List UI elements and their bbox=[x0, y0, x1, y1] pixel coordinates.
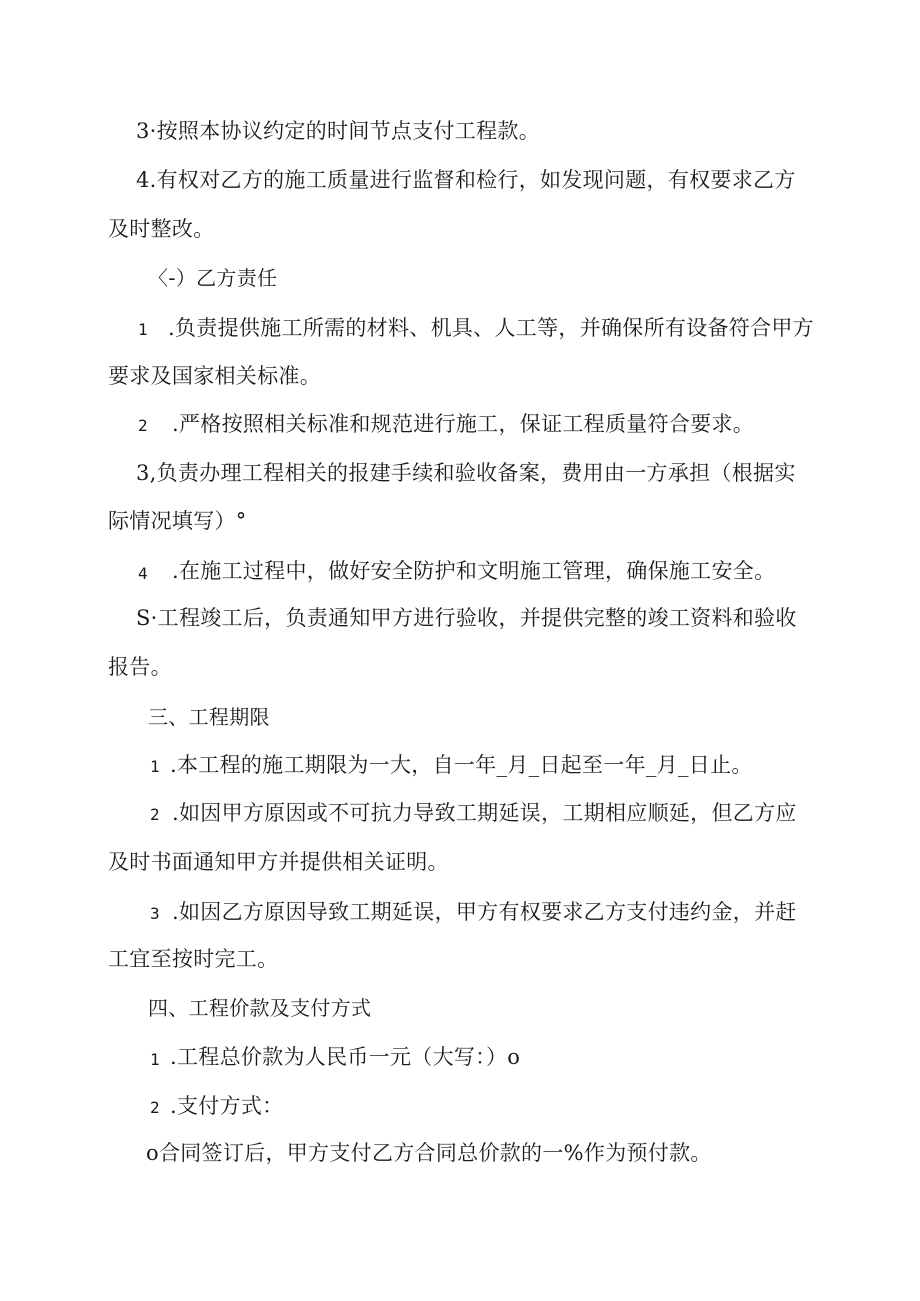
party-b-item-5-line-1: S·工程竣工后，负责通知甲方进行验收，并提供完整的竣工资料和验收 bbox=[136, 606, 797, 630]
section-3-heading: 三、工程期限 bbox=[148, 705, 270, 729]
party-b-item-4: .在施工过程中，做好安全防护和文明施工管理，确保施工安全。 bbox=[172, 559, 776, 583]
party-b-item-1-line-2: 要求及国家相关标准。 bbox=[108, 364, 321, 388]
section-3-item-3-line-1: .如因乙方原因导致工期延误，甲方有权要求乙方支付违约金，并赶 bbox=[172, 900, 797, 924]
party-a-item-4-line-2: 及时整改。 bbox=[108, 217, 215, 241]
party-b-item-3-line-1: 3,负责办理工程相关的报建手续和验收备案，费用由一方承担（根据实 bbox=[136, 461, 796, 485]
party-b-heading: 〈-）乙方责任 bbox=[148, 266, 278, 290]
section-4-item-1-number: 1 bbox=[150, 1050, 160, 1069]
party-b-item-4-number: 4 bbox=[138, 564, 148, 583]
section-3-item-1-number: 1 bbox=[150, 757, 160, 776]
party-b-item-1-number: 1 bbox=[138, 320, 148, 339]
section-4-item-2: .支付方式： bbox=[170, 1094, 284, 1118]
section-4-item-1: .工程总价款为人民币一元（大写：）o bbox=[170, 1045, 521, 1069]
party-a-item-3: 3·按照本协议约定的时间节点支付工程款。 bbox=[136, 119, 541, 143]
section-3-item-3-line-2: 工宜至按时完工。 bbox=[108, 947, 279, 971]
section-3-item-3-number: 3 bbox=[150, 904, 160, 923]
section-3-item-1: .本工程的施工期限为一大，自一年_月_日起至一年_月_日止。 bbox=[170, 753, 753, 777]
party-b-item-2: .严格按照相关标准和规范进行施工，保证工程质量符合要求。 bbox=[172, 412, 755, 436]
party-b-item-1-line-1: .负责提供施工所需的材料、机具、人工等，并确保所有设备符合甲方 bbox=[168, 316, 814, 340]
section-3-item-2-line-2: 及时书面通知甲方并提供相关证明。 bbox=[108, 850, 449, 874]
section-3-item-2-number: 2 bbox=[150, 805, 160, 824]
section-4-payment-bullet: o合同签订后，甲方支付乙方合同总价款的一%作为预付款。 bbox=[146, 1141, 712, 1165]
party-b-item-3-line-2: 际情况填写）° bbox=[108, 509, 247, 533]
party-a-item-4-line-1: 4.有权对乙方的施工质量进行监督和检行，如发现问题，有权要求乙方 bbox=[136, 168, 796, 192]
section-3-item-2-line-1: .如因甲方原因或不可抗力导致工期延误，工期相应顺延，但乙方应 bbox=[172, 801, 797, 825]
party-b-item-5-line-2: 报告。 bbox=[108, 655, 172, 679]
section-4-item-2-number: 2 bbox=[150, 1098, 160, 1117]
party-b-item-2-number: 2 bbox=[138, 416, 148, 435]
section-4-heading: 四、工程价款及支付方式 bbox=[148, 996, 372, 1020]
